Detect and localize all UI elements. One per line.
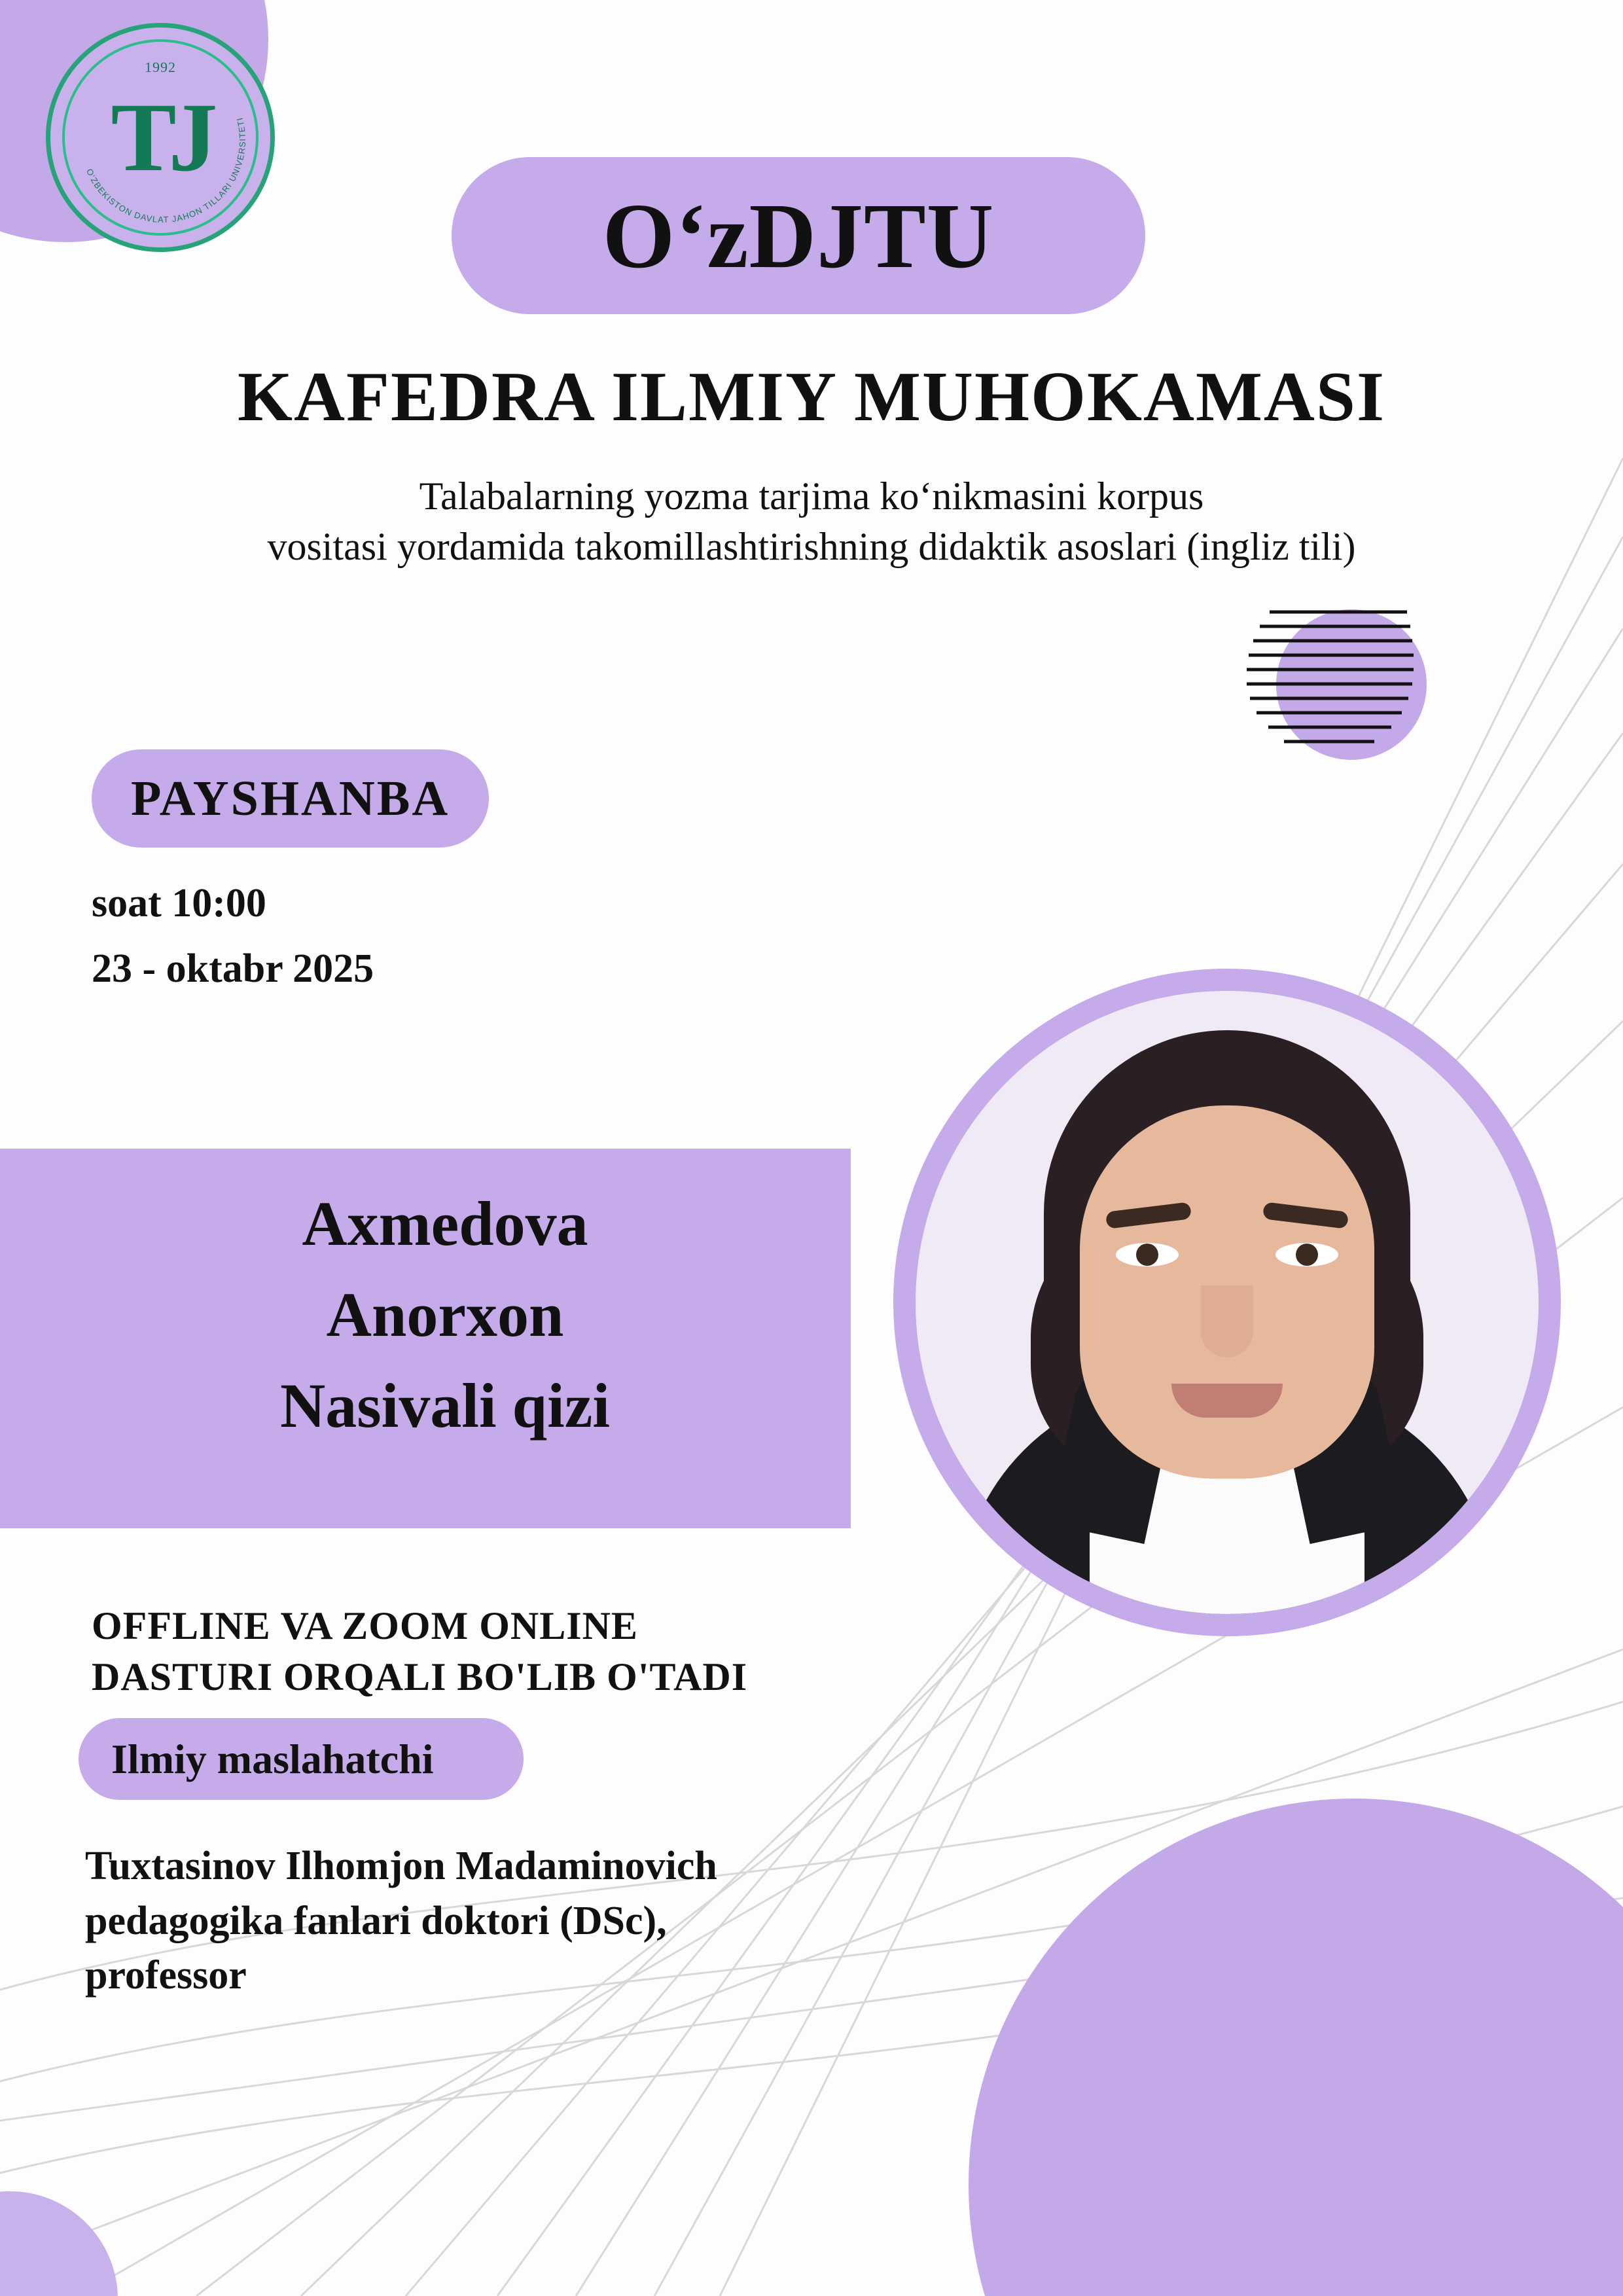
speaker-name-line-3: Nasivali qizi (279, 1371, 611, 1441)
speaker-photo (916, 991, 1539, 1614)
advisor-name: Tuxtasinov Ilhomjon Madaminovich (85, 1844, 717, 1888)
logo-year: 1992 (145, 59, 176, 75)
logo-inner-ring (62, 39, 259, 236)
event-format-line-2: DASTURI ORQALI BO'LIB O'TADI (92, 1655, 748, 1698)
bottom-right-purple-blob (969, 1799, 1623, 2296)
speaker-name-line-1: Axmedova (302, 1189, 588, 1259)
title-pill (452, 157, 1145, 314)
advisor-degree: pedagogika fanlari doktori (DSc), (85, 1898, 667, 1943)
event-format (92, 1600, 1008, 1702)
bottom-left-purple-blob (0, 2191, 118, 2296)
svg-text:O‘ZBEKISTON DAVLAT JAHON TILLA (84, 116, 247, 224)
advisor-label: Ilmiy maslahatchi (111, 1735, 434, 1782)
logo-letters: TJ (111, 83, 210, 192)
speaker-name-line-2: Anorxon (326, 1280, 564, 1350)
topic-line-1: Talabalarning yozma tarjima ko‘nikmasini korpus (419, 475, 1204, 518)
speaker-name (79, 1178, 812, 1452)
logo-ring-text: O‘ZBEKISTON DAVLAT JAHON TILLARI UNIVERSITETI (84, 116, 248, 225)
hatched-circle-decoration (1224, 592, 1427, 756)
university-logo (46, 23, 275, 252)
topic-text (0, 471, 1623, 572)
event-date: 23 - oktabr 2025 (92, 946, 374, 991)
portrait-eye-left (1116, 1243, 1179, 1266)
topic-line-2: vositasi yordamida takomillashtirishning didaktik asoslari (ingliz tili) (267, 524, 1356, 568)
weekday-badge (92, 749, 489, 848)
event-format-line-1: OFFLINE VA ZOOM ONLINE (92, 1604, 638, 1647)
advisor-details (85, 1839, 1067, 2003)
portrait-eye-right (1275, 1243, 1338, 1266)
hatch-lines (1243, 592, 1414, 756)
advisor-rank: professor (85, 1953, 247, 1998)
event-time: soat 10:00 (92, 881, 266, 925)
weekday-label: PAYSHANBA (131, 770, 450, 826)
page-title: O‘zDJTU (602, 184, 995, 287)
advisor-badge (79, 1718, 524, 1800)
portrait-nose (1201, 1285, 1253, 1357)
portrait-mouth (1171, 1384, 1283, 1418)
speaker-photo-frame (893, 969, 1561, 1636)
page-subtitle: KAFEDRA ILMIY MUHOKAMASI (237, 358, 1385, 436)
